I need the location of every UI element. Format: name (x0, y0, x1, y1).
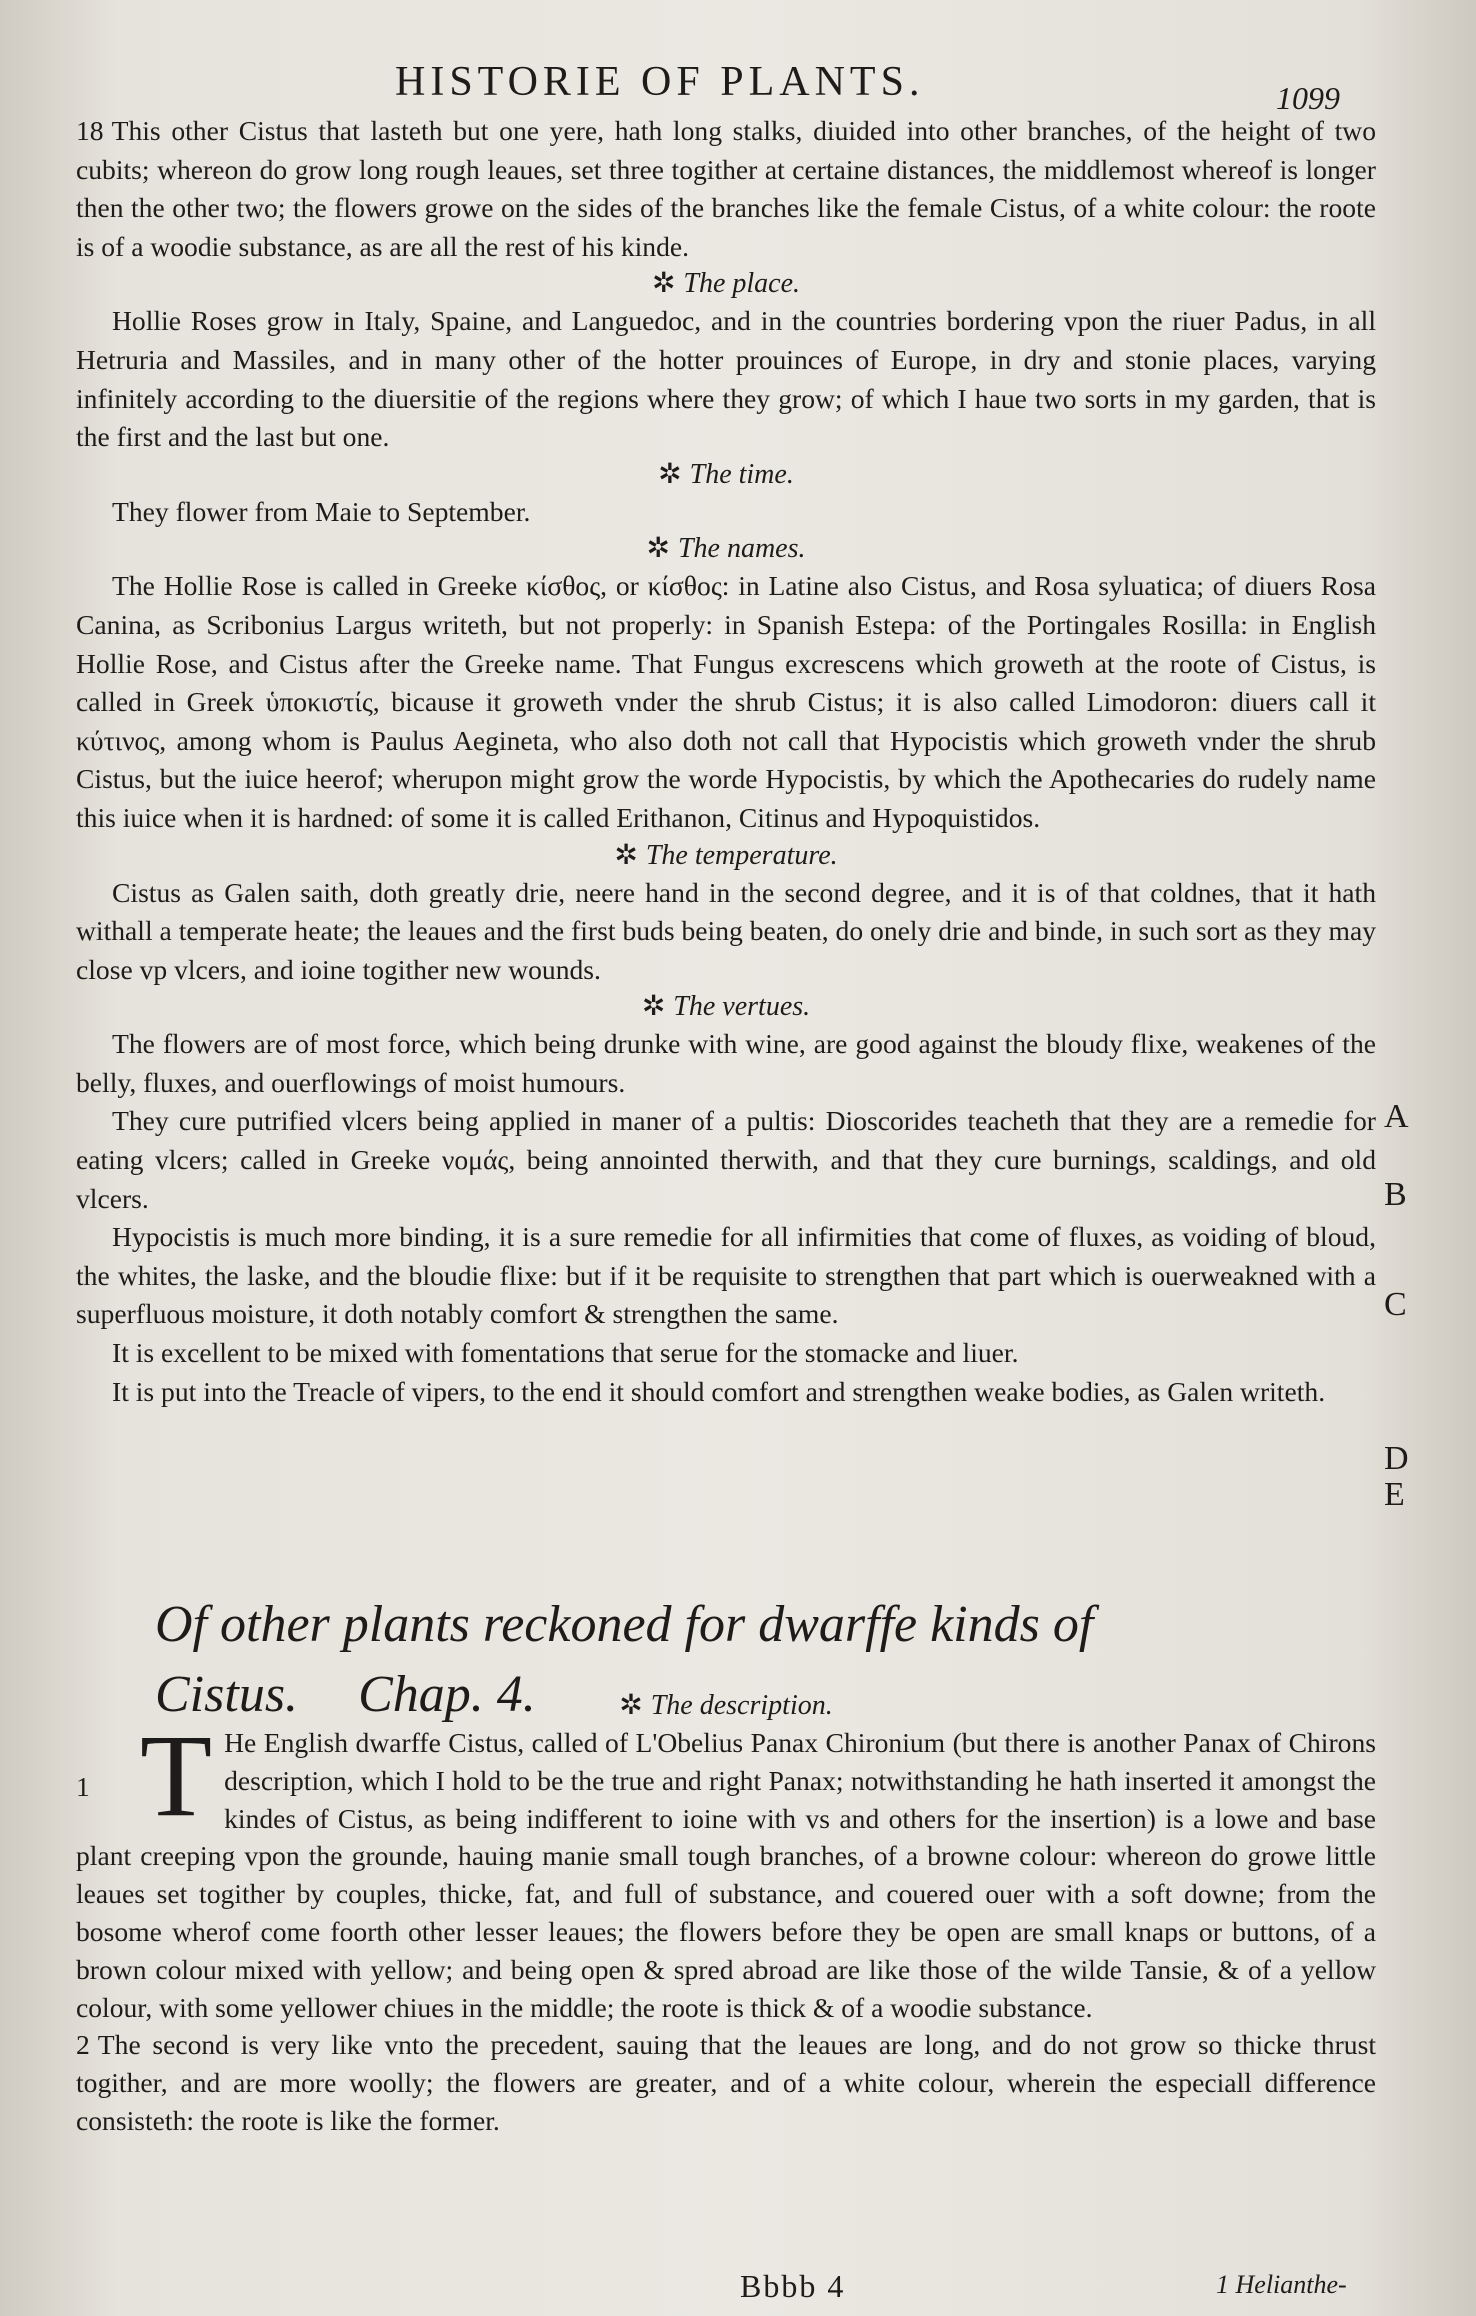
heading-vertues: ✲ The vertues. (641, 991, 811, 1023)
vertue-a: The flowers are of most force, which being drunke with wine, are good against the bloudy flixe, weakenes of the belly, fluxes, and ouerflowings of moist humours. (76, 1028, 1376, 1098)
main-text-block (76, 112, 1376, 1411)
fleuron-icon: ✲ (619, 1690, 643, 1721)
page-number: 1099 (1276, 80, 1340, 116)
time-paragraph: They flower from Maie to September. (112, 495, 531, 527)
chapter-number: Chap. 4. (358, 1666, 536, 1723)
running-head: HISTORIE OF PLANTS. (395, 59, 925, 105)
margin-letter-d: D (1384, 1440, 1409, 1477)
paragraph-18 (76, 112, 1376, 266)
catchword: 1 Helianthe- (1216, 2270, 1347, 2299)
paragraph-number: 1 (76, 1771, 90, 1802)
vertue-d: It is excellent to be mixed with fomentations that serue for the stomacke and liuer. (112, 1337, 1019, 1369)
description-block (76, 1688, 1376, 2140)
paragraph-text: He English dwarffe Cistus, called of L'Obelius Panax Chironium (but there is another Panax of Chirons description, which I hold to be the true and right Panax; notwithstanding he hath inserted it amongst the kindes of Cistus, as being indifferent to ioine with vs and others for the insertion) is a lowe and base plant creeping vpon the grounde, hauing manie small tough branches, of a browne colour: whereon do growe little leaues set togither by couples, thicke, fat, and full of substance, and couered ouer with a soft downe; from the bosome wherof come foorth other lesser leaues; the flowers before they be open are small knaps or buttons, of a brown colour mixed with yellow; and being open & spred abroad are like those of the wilde Tansie, & of a yellow colour, with some yellower chiues in the middle; the roote is thick & of a woodie substance. (76, 1727, 1376, 2023)
signature-mark: Bbbb 4 (740, 2268, 846, 2304)
place-paragraph: Hollie Roses grow in Italy, Spaine, and Languedoc, and in the countries bordering vpon the riuer Padus, in all Hetruria and Massiles, and in many other of the hotter prouinces of Europe, in dry and stonie places, varying infinitely according to the diuersitie of the regions where they grow; of which I haue two sorts in my garden, that is the first and the last but one. (76, 305, 1376, 453)
fleuron-icon: ✲ (646, 533, 670, 565)
heading-description: ✲ The description. (619, 1690, 833, 1721)
vertue-e: It is put into the Treacle of vipers, to the end it should comfort and strengthen weake bodies, as Galen writeth. (112, 1375, 1326, 1407)
heading-place: ✲ The place. (651, 268, 801, 300)
names-paragraph: The Hollie Rose is called in Greeke κίσθος, or κίσθος: in Latine also Cistus, and Rosa syluatica; of diuers Rosa Canina, as Scribonius Largus writeth, but not properly: in Spanish Estepa: of the Portingales Rosilla: in English Hollie Rose, and Cistus after the Greeke name. That Fungus excrescens which groweth at the roote of Cistus, is called in Greek ὑποκιστίς, bicause it groweth vnder the shrub Cistus; it is also called Limodoron: diuers call it κύτινος, among whom is Paulus Aegineta, who also doth not call that Hypocistis which groweth vnder the shrub Cistus, but the iuice heerof; wherupon might grow the worde Hypocistis, by which the Apothecaries do rudely name this iuice when it is hardned: of some it is called Erithanon, Citinus and Hypoquistidos. (76, 570, 1376, 833)
paragraph-text: This other Cistus that lasteth but one yere, hath long stalks, diuided into other branches, of the height of two cubits; whereon do grow long rough leaues, set three togither at certaine distances, the middlemost whereof is longer then the other two; the flowers growe on the sides of the branches like the female Cistus, of a white colour: the roote is of a woodie substance, as are all the rest of his kinde. (76, 115, 1376, 262)
fleuron-icon: ✲ (658, 458, 682, 490)
chapter-title: Of other plants reckoned for dwarffe kinds of Cistus. Chap. 4. (155, 1596, 1094, 1723)
vertue-b: They cure putrified vlcers being applied in maner of a pultis: Dioscorides teacheth that they are a remedie for eating vlcers; called in Greeke νομάς, being annointed therwith, and that they cure burnings, scaldings, and old vlcers. (76, 1105, 1376, 1214)
temperature-paragraph: Cistus as Galen saith, doth greatly drie, neere hand in the second degree, and it is of that coldnes, that it hath withall a temperate heate; the leaues and the first buds being beaten, do onely drie and binde, in such sort as they may close vp vlcers, and ioine togither new wounds. (76, 876, 1376, 985)
paragraph-number: 18 (76, 115, 104, 146)
margin-letter-c: C (1384, 1286, 1407, 1323)
fleuron-icon: ✲ (651, 268, 676, 300)
vertue-c: Hypocistis is much more binding, it is a sure remedie for all infirmities that come of fluxes, as voiding of bloud, the whites, the laske, and the bloudie flixe: but if it be requisite to strengthen that part which is ouerweakned with a superfluous moisture, it doth notably comfort & strengthen the same. (76, 1221, 1376, 1330)
fleuron-icon: ✲ (641, 991, 666, 1023)
heading-temperature: ✲ The temperature. (614, 839, 838, 871)
heading-names: ✲ The names. (646, 533, 806, 565)
paragraph-text: The second is very like vnto the precedent, sauing that the leaues are long, and do not grow so thicke thrust togither, and are more woolly; the flowers are greater, and of a white colour, wherein the especiall difference consisteth: the roote is like the former. (76, 2029, 1376, 2136)
description-1 (76, 1710, 1376, 2026)
margin-letter-e: E (1384, 1476, 1405, 1513)
description-2 (76, 2026, 1376, 2139)
margin-letter-a: A (1384, 1098, 1409, 1135)
paragraph-number: 2 (76, 2029, 90, 2061)
drop-cap: T (140, 1710, 213, 1841)
heading-time: ✲ The time. (658, 458, 794, 490)
margin-letter-b: B (1384, 1176, 1407, 1213)
fleuron-icon: ✲ (614, 839, 638, 871)
